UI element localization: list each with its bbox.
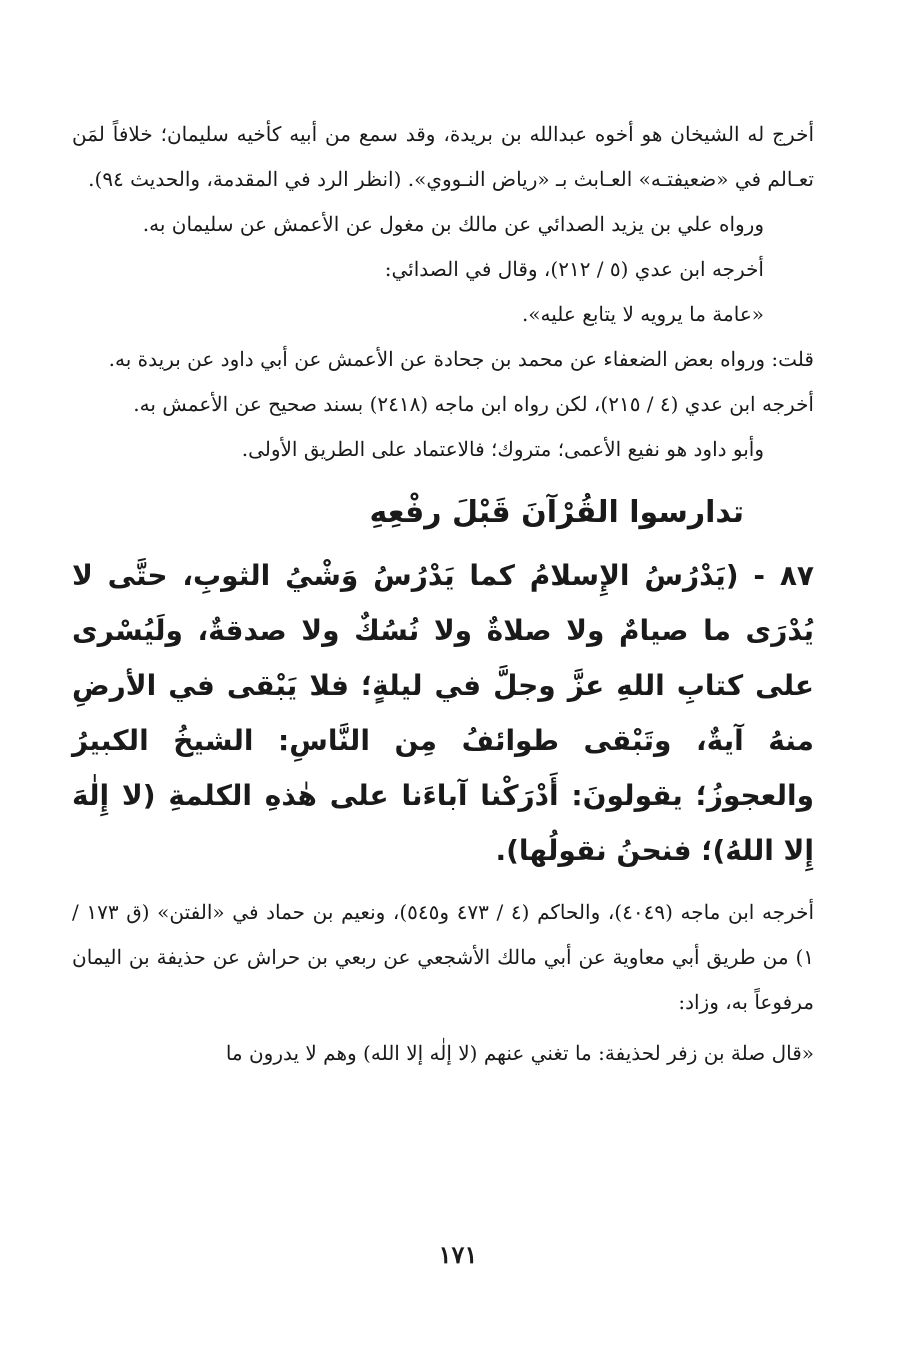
paragraph-intro: أخرج له الشيخان هو أخوه عبدالله بن بريدة، وقد سمع من أبيه كأخيه سليمان؛ خلافاً لمَن تعـالم في «ضعيفتـه» العـابث بـ «رياض النـووي». (انظر الرد في المقدمة، والحديث ٩٤). bbox=[72, 122, 814, 191]
paragraph-abu-dawud: وأبو داود هو نفيع الأعمى؛ متروك؛ فالاعتماد على الطريق الأولى. bbox=[241, 437, 764, 461]
page-body bbox=[72, 112, 814, 1076]
paragraph-qultu: قلت: ورواه بعض الضعفاء عن محمد بن جحادة عن الأعمش عن أبي داود عن بريدة به. bbox=[108, 347, 814, 371]
paragraph-riwaya-sadai: ورواه علي بن يزيد الصدائي عن مالك بن مغول عن الأعمش عن سليمان به. bbox=[142, 212, 764, 236]
paragraph-ibn-adi-2: أخرجه ابن عدي (٤ / ٢١٥)، لكن رواه ابن ماجه (٢٤١٨) بسند صحيح عن الأعمش به. bbox=[133, 392, 814, 416]
paragraph-quote-adi: «عامة ما يرويه لا يتابع عليه». bbox=[521, 302, 764, 326]
hadith-text: ٨٧ - (يَدْرُسُ الإِسلامُ كما يَدْرُسُ وَشْيُ الثوبِ، حتَّى لا يُدْرَى ما صيامٌ ولا صلاةٌ ولا نُسُكٌ ولا صدقةٌ، ولَيُسْرى على كتابِ اللهِ عزَّ وجلَّ في ليلةٍ؛ فلا يَبْقى في الأرضِ منهُ آيةٌ، وتَبْقى طوائفُ مِن النَّاسِ: الشيخُ الكبيرُ والعجوزُ؛ يقولونَ: أَدْرَكْنا آباءَنا على هٰذهِ الكلمةِ (لا إِلٰهَ إِلا اللهُ)؛ فنحنُ نقولُها). bbox=[72, 559, 814, 867]
paragraph-takhrij: أخرجه ابن ماجه (٤٠٤٩)، والحاكم (٤ / ٤٧٣ و٥٤٥)، ونعيم بن حماد في «الفتن» (ق ١٧٣ / ١) من طريق أبي معاوية عن أبي مالك الأشجعي عن ربعي بن حراش عن حذيفة بن اليمان مرفوعاً به، وزاد: bbox=[72, 900, 815, 1014]
section-heading: تدارسوا القُرْآنَ قَبْلَ رفْعِهِ bbox=[369, 495, 744, 530]
page-number: ١٧١ bbox=[438, 1240, 478, 1269]
paragraph-ziyada: «قال صلة بن زفر لحذيفة: ما تغني عنهم (لا إلٰه إلا الله) وهم لا يدرون ما bbox=[225, 1041, 814, 1065]
paragraph-ibn-adi-1: أخرجه ابن عدي (٥ / ٢١٢)، وقال في الصدائي: bbox=[384, 257, 764, 281]
